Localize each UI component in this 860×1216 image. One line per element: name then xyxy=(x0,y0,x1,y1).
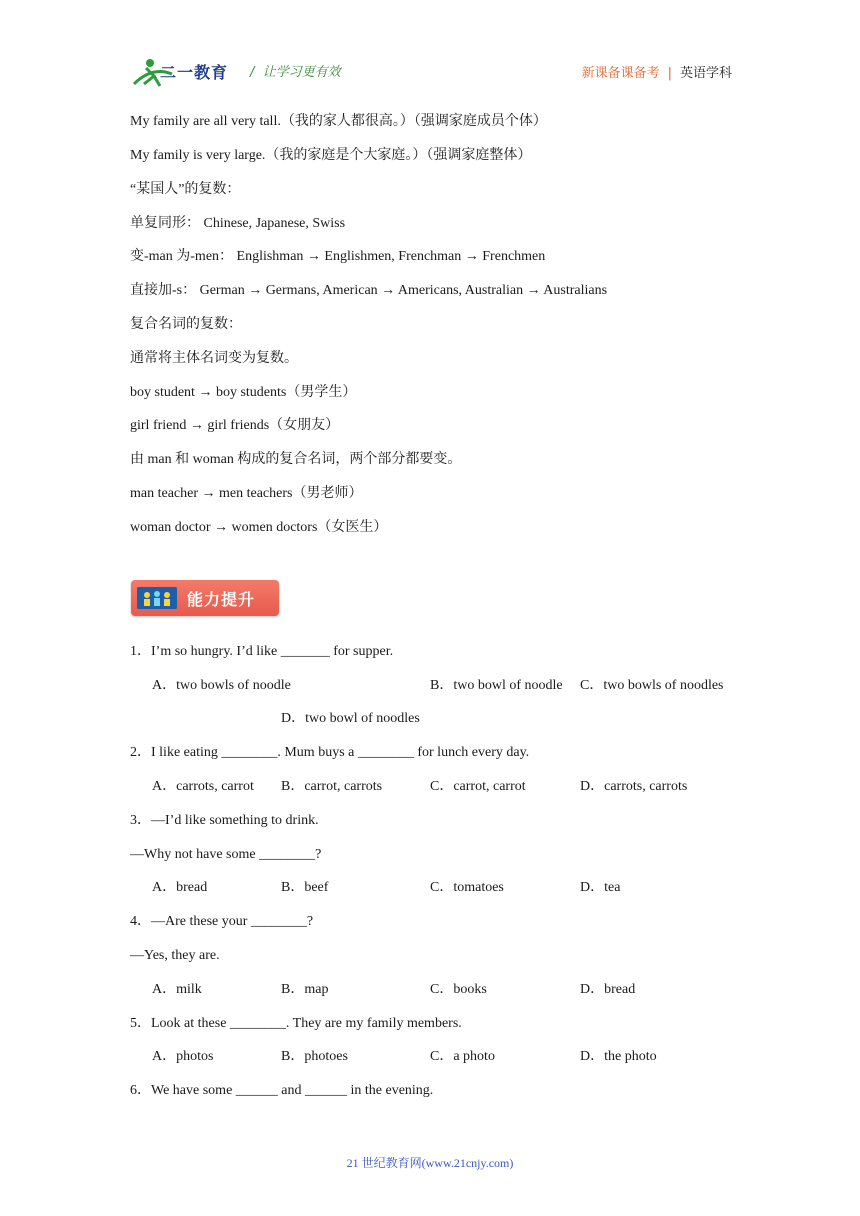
question-option: A．carrots, carrot xyxy=(152,779,254,794)
question-stem: 3．—I’d like something to drink. xyxy=(130,813,319,828)
logo-text: 二一教育 xyxy=(160,63,229,82)
question-option: A．photos xyxy=(152,1049,214,1064)
people-icon xyxy=(137,587,177,609)
question-stem: 1．I’m so hungry. I’d like _______ for supper. xyxy=(130,644,394,659)
note-line: 由 man 和 woman 构成的复合名词，两个部分都要变。 xyxy=(130,452,462,467)
note-line: boy student → boy students（男学生） xyxy=(130,385,357,400)
note-line: My family are all very tall.（我的家人都很高。）（强调家庭成员个体） xyxy=(130,114,547,129)
note-line: girl friend → girl friends（女朋友） xyxy=(130,418,340,433)
question-option: C．a photo xyxy=(430,1049,495,1064)
question-stem: —Yes, they are. xyxy=(130,948,220,963)
note-line: 通常将主体名词变为复数。 xyxy=(130,351,298,366)
question-stem: 6．We have some ______ and ______ in the evening. xyxy=(130,1083,434,1098)
note-line: 直接加-s： German → Germans, American → Americans, Australian → Australians xyxy=(130,283,608,298)
note-line: man teacher → men teachers（男老师） xyxy=(130,486,363,501)
question-option: C．tomatoes xyxy=(430,880,504,895)
question-stem: 5．Look at these ________. They are my family members. xyxy=(130,1016,462,1031)
header-course: 新课备课备考 xyxy=(581,66,660,81)
question-option: D．carrots, carrots xyxy=(580,779,688,794)
question-option: A．bread xyxy=(152,880,208,895)
question-option: A．milk xyxy=(152,982,202,997)
question-option: D．tea xyxy=(580,880,621,895)
question-option: C．carrot, carrot xyxy=(430,779,526,794)
question-option: C．two bowls of noodles xyxy=(580,678,724,693)
note-line: 单复同形： Chinese, Japanese, Swiss xyxy=(130,216,346,231)
question-option: B．two bowl of noodle xyxy=(430,678,563,693)
note-line: My family is very large.（我的家庭是个大家庭。）（强调家庭整体） xyxy=(130,148,532,163)
question-stem: 2．I like eating ________. Mum buys a ________ for lunch every day. xyxy=(130,745,530,760)
note-line: woman doctor → women doctors（女医生） xyxy=(130,520,388,535)
question-option: D．two bowl of noodles xyxy=(281,711,420,726)
section-title: 能力提升 xyxy=(187,590,256,609)
note-line: “某国人”的复数： xyxy=(130,182,241,197)
page-header xyxy=(132,56,732,92)
section-badge xyxy=(131,580,279,616)
page-footer: 21 世纪教育网(www.21cnjy.com) xyxy=(346,1156,514,1170)
question-option: D．the photo xyxy=(580,1049,657,1064)
note-line: 变-man 为-men： Englishman → Englishmen, Frenchman → Frenchmen xyxy=(130,249,546,264)
question-option: B．map xyxy=(281,982,329,997)
question-option: B．carrot, carrots xyxy=(281,779,383,794)
header-separator: | xyxy=(667,66,672,81)
question-option: B．photoes xyxy=(281,1049,348,1064)
question-option: D．bread xyxy=(580,982,636,997)
question-option: B．beef xyxy=(281,880,329,895)
question-stem: 4．—Are these your ________? xyxy=(130,914,314,929)
header-subject xyxy=(582,62,732,81)
header-slogan: / 让学习更有效 xyxy=(250,65,341,80)
question-option: A．two bowls of noodle xyxy=(152,678,291,693)
question-option: C．books xyxy=(430,982,487,997)
question-stem: —Why not have some ________? xyxy=(130,847,322,862)
note-line: 复合名词的复数： xyxy=(130,317,242,332)
header-subject-name: 英语学科 xyxy=(679,66,732,81)
